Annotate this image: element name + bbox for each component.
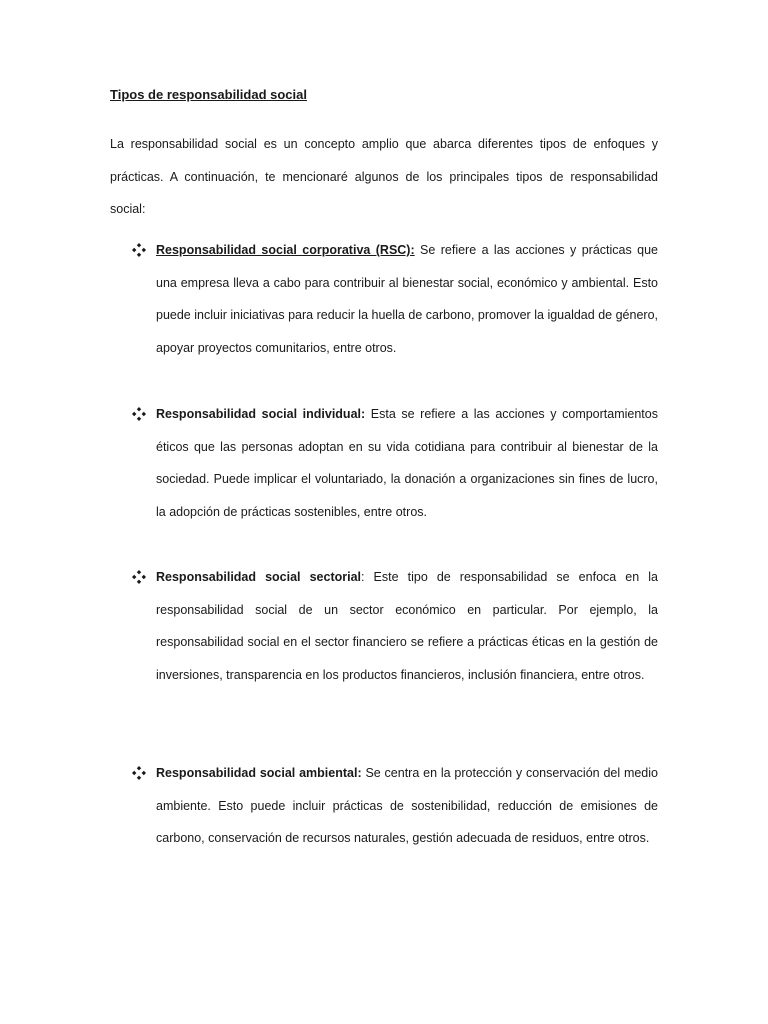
list-item-description: Se refiere a las acciones y prácticas que una empresa lleva a cabo para contribuir al bienestar social, económico y ambiental. Esto puede incluir iniciativas para reducir la huella de carbono, promover la igualdad de género, apoyar proyectos comunitarios, entre otros. xyxy=(156,243,658,356)
list-item-description: Se centra en la protección y conservación del medio ambiente. Esto puede incluir prácticas de sostenibilidad, reducción de emisiones de carbono, conservación de recursos naturales, gestión adecuada de residuos, entre otros. xyxy=(156,766,658,846)
list-item xyxy=(132,757,658,855)
list-item-term: Responsabilidad social ambiental: xyxy=(156,766,362,780)
intro-paragraph: La responsabilidad social es un concepto amplio que abarca diferentes tipos de enfoques y prácticas. A continuación, te mencionaré algunos de los principales tipos de responsabilidad social: xyxy=(110,137,658,217)
list-item xyxy=(132,398,658,529)
list-item-text xyxy=(156,561,658,692)
list-item-term: Responsabilidad social corporativa (RSC): xyxy=(156,243,415,257)
list-item xyxy=(132,561,658,692)
list-item-description: Esta se refiere a las acciones y comportamientos éticos que las personas adoptan en su vida cotidiana para contribuir al bienestar de la sociedad. Puede implicar el voluntariado, la donación a organizaciones sin fines de lucro, la adopción de prácticas sostenibles, entre otros. xyxy=(156,407,658,520)
diamond-four-icon xyxy=(132,243,146,257)
list-item-text xyxy=(156,757,658,855)
diamond-four-icon xyxy=(132,407,146,421)
list-item-term: Responsabilidad social sectorial xyxy=(156,570,361,584)
list-item-text xyxy=(156,398,658,529)
document-title: Tipos de responsabilidad social xyxy=(110,87,307,102)
diamond-four-icon xyxy=(132,766,146,780)
list-item xyxy=(132,234,658,365)
list-item-description: : Este tipo de responsabilidad se enfoca en la responsabilidad social de un sector económico en particular. Por ejemplo, la responsabilidad social en el sector financiero se refiere a prácticas éticas en la gestión de inversiones, transparencia en los productos financieros, inclusión financiera, entre otros. xyxy=(156,570,658,683)
diamond-four-icon xyxy=(132,570,146,584)
list-item-term: Responsabilidad social individual: xyxy=(156,407,366,421)
list-item-text xyxy=(156,234,658,365)
